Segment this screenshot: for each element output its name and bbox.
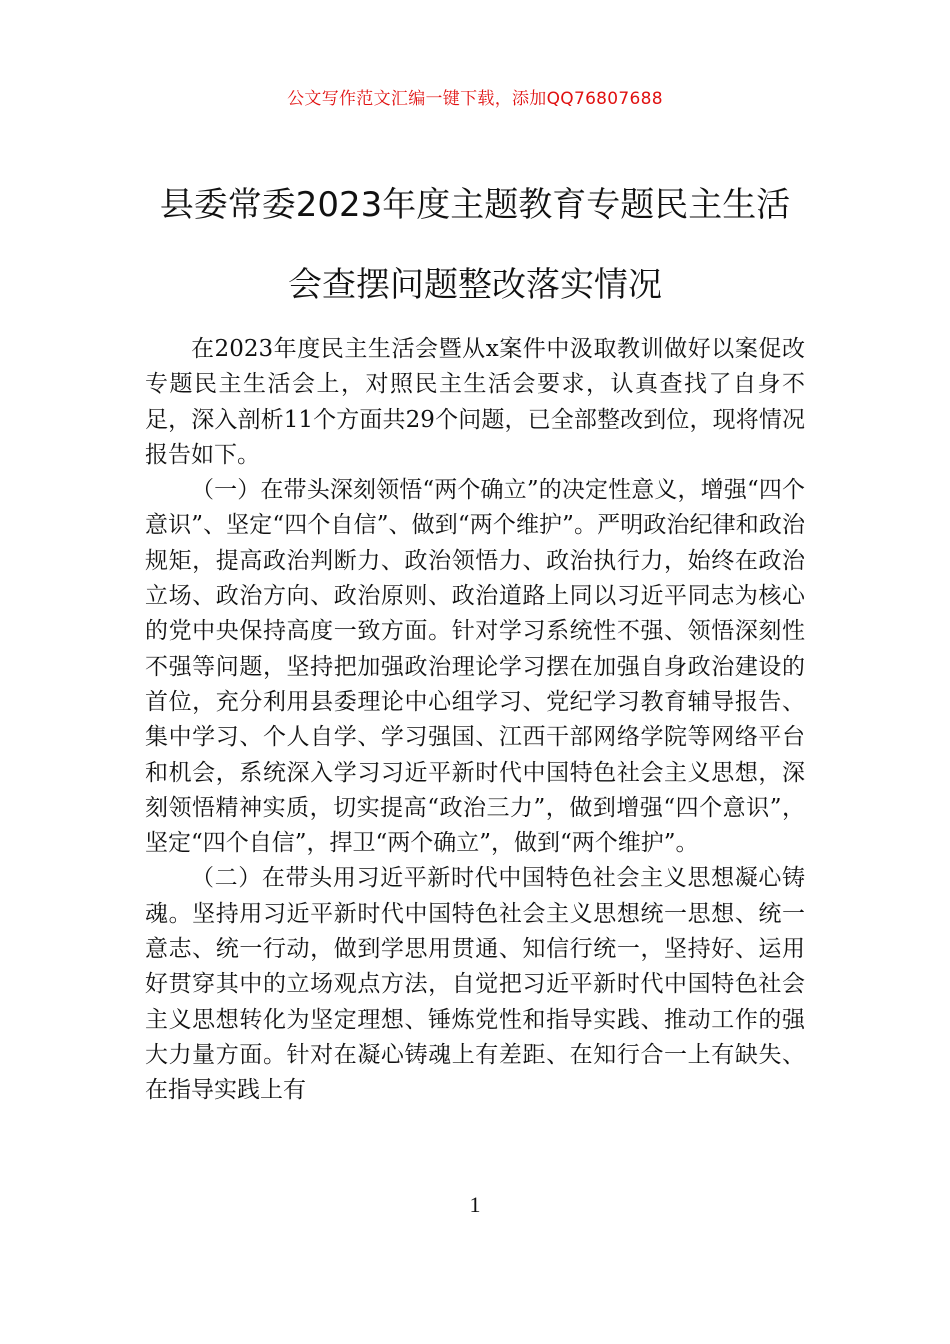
- document-title: [110, 165, 840, 325]
- section-1-paragraph: （一）在带头深刻领悟“两个确立”的决定性意义，增强“四个意识”、坚定“四个自信”、做到“两个维护”。严明政治纪律和政治规矩，提高政治判断力、政治领悟力、政治执行力，始终在政治立场、政治方向、政治原则、政治道路上同以习近平同志为核心的党中央保持高度一致方面。针对学习系统性不强、领悟深刻性不强等问题，坚持把加强政治理论学习摆在加强自身政治建设的首位，充分利用县委理论中心组学习、党纪学习教育辅导报告、集中学习、个人自学、学习强国、江西干部网络学院等网络平台和机会，系统深入学习习近平新时代中国特色社会主义思想，深刻领悟精神实质，切实提高“政治三力”，做到增强“四个意识”，坚定“四个自信”，捍卫“两个确立”，做到“两个维护”。: [145, 477, 805, 857]
- section-2-paragraph: （二）在带头用习近平新时代中国特色社会主义思想凝心铸魂。坚持用习近平新时代中国特色社会主义思想统一思想、统一意志、统一行动，做到学思用贯通、知信行统一，坚持好、运用好贯穿其中的立场观点方法，自觉把习近平新时代中国特色社会主义思想转化为坚定理想、锤炼党性和指导实践、推动工作的强大力量方面。针对在凝心铸魂上有差距、在知行合一上有缺失、在指导实践上有: [145, 865, 805, 1104]
- page-number: 1: [469, 1192, 481, 1217]
- document-body: [145, 332, 805, 1109]
- title-line-2: 会查摆问题整改落实情况: [288, 265, 662, 305]
- download-promo-note: 公文写作范文汇编一键下载，添加QQ76807688: [287, 89, 663, 109]
- intro-paragraph: 在2023年度民主生活会暨从x案件中汲取教训做好以案促改专题民主生活会上，对照民主生活会要求，认真查找了自身不足，深入剖析11个方面共29个问题，已全部整改到位，现将情况报告如下。: [145, 336, 805, 468]
- title-line-1: 县委常委2023年度主题教育专题民主生活: [159, 185, 791, 225]
